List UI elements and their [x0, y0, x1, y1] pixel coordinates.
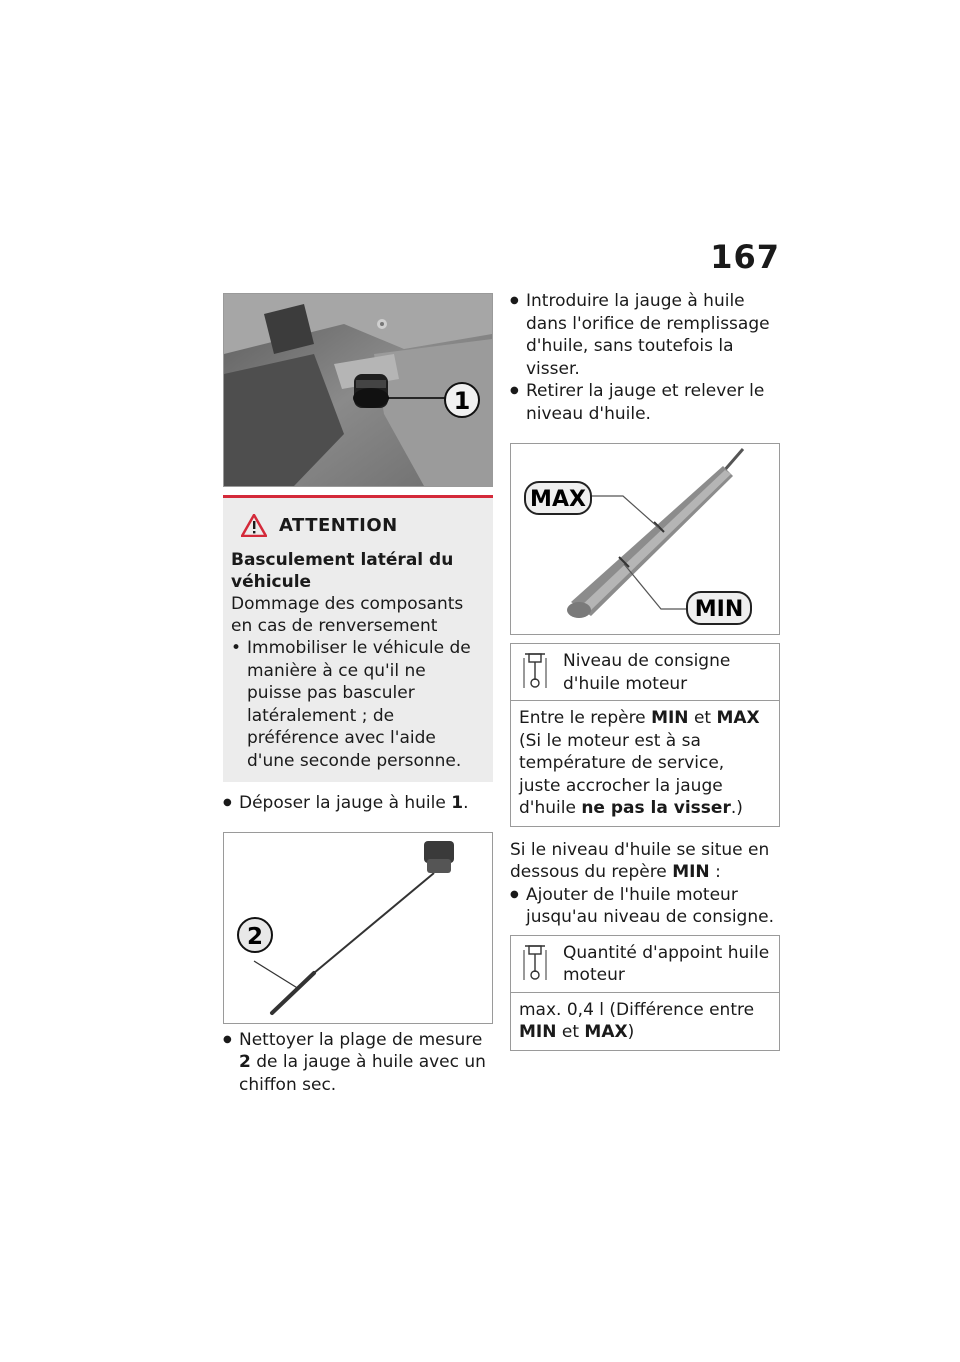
- step-insert-dipstick: ● Introduire la jauge à huile dans l'orifice de remplissage d'huile, sans toutefois la visser.: [510, 290, 780, 380]
- spec-oil-level: [510, 643, 780, 827]
- left-column: [223, 293, 493, 1096]
- para-min: MIN: [672, 862, 710, 882]
- step1-end: .: [463, 793, 469, 813]
- warning-triangle-icon: [241, 514, 267, 537]
- spec1-min: MIN: [651, 708, 689, 728]
- dipstick-marks-drawing: [511, 444, 779, 634]
- step2-ref: 2: [239, 1052, 251, 1072]
- step2-b: de la jauge à huile avec un chiffon sec.: [239, 1052, 486, 1095]
- spec1-ne-pas: ne pas la visser: [581, 798, 731, 818]
- warning-subtitle: Basculement latéral du véhicule: [231, 550, 454, 592]
- step-add-oil: ● Ajouter de l'huile moteur jusqu'au niveau de consigne.: [510, 884, 780, 929]
- max-label: MAX: [530, 487, 586, 512]
- step-remove-dipstick: [223, 792, 493, 815]
- para-b: :: [709, 862, 721, 882]
- oil-cap-photo: [224, 294, 492, 486]
- right-column: [510, 290, 780, 1051]
- spec2-max: MAX: [584, 1022, 628, 1042]
- spec-oil-quantity: [510, 935, 780, 1051]
- spec-oil-quantity-title: Quantité d'appoint huile moteur: [563, 942, 770, 985]
- spec-oil-quantity-body: [511, 993, 779, 1050]
- dipstick-drawing: [224, 833, 492, 1023]
- low-level-paragraph: [510, 839, 780, 884]
- step-read-level: ● Retirer la jauge et relever le niveau d'huile.: [510, 380, 780, 425]
- spec1-t3: (Si le moteur est à sa température de service, juste accrocher la jauge d'huile: [519, 730, 725, 818]
- callout-2: 2: [246, 923, 264, 950]
- warning-text: Dommage des composants en cas de renversement: [231, 594, 464, 636]
- warning-box: [223, 495, 493, 782]
- step1-text: Déposer la jauge à huile: [239, 793, 452, 813]
- spec2-t2: et: [556, 1022, 585, 1042]
- spec1-t4: .): [730, 798, 743, 818]
- engine-piston-icon-2: [519, 942, 563, 988]
- spec-oil-level-title: Niveau de consigne d'huile moteur: [563, 651, 731, 694]
- warning-title: ATTENTION: [279, 515, 398, 536]
- engine-piston-icon: [519, 650, 563, 696]
- spec2-t3: ): [627, 1022, 635, 1042]
- spec1-max: MAX: [716, 708, 760, 728]
- warning-header: [241, 514, 485, 537]
- warning-bullet: • Immobiliser le véhicule de manière à ce qu'il ne puisse pas basculer latéralement ; de préférence avec l'aide d'une seconde personne.: [231, 637, 485, 772]
- step1-ref: 1: [451, 793, 464, 813]
- figure-dipstick-marks: [510, 443, 780, 635]
- spec2-t1: max. 0,4 l (Différence entre: [519, 999, 755, 1020]
- para-a: Si le niveau d'huile se situe en dessous du repère: [510, 839, 770, 882]
- page-number: 167: [710, 238, 780, 276]
- spec2-min: MIN: [519, 1022, 557, 1042]
- step2-a: Nettoyer la plage de mesure: [239, 1029, 483, 1050]
- min-label: MIN: [694, 597, 744, 622]
- figure-dipstick: [223, 832, 493, 1024]
- figure-oil-cap-location: [223, 293, 493, 487]
- callout-1: 1: [453, 387, 471, 415]
- step-clean-dipstick: [223, 1029, 493, 1097]
- spec1-t1: Entre le repère: [519, 708, 652, 728]
- spec-oil-level-body: [511, 701, 779, 826]
- spec1-t2: et: [688, 708, 717, 728]
